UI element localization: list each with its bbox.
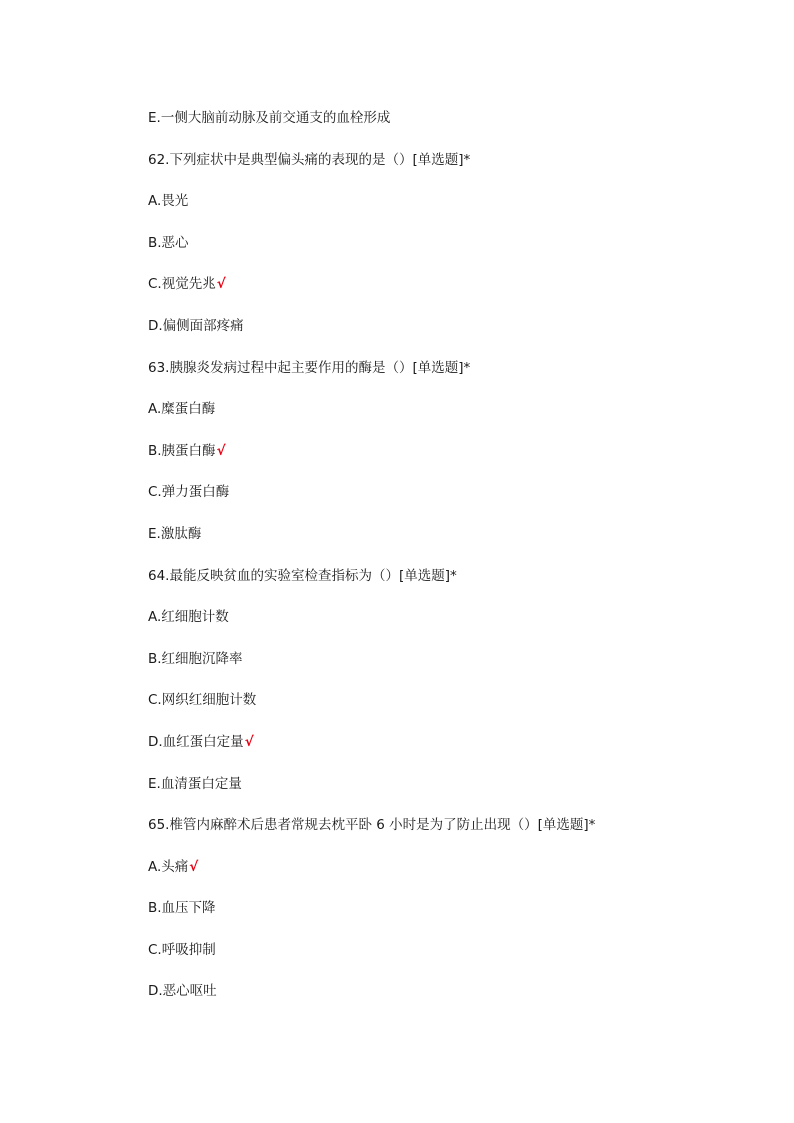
option-label: D.恶心呕吐 xyxy=(148,983,217,1000)
answer-option xyxy=(148,898,748,940)
answer-option xyxy=(148,981,748,1023)
answer-option xyxy=(148,399,748,441)
correct-check-icon: √ xyxy=(216,442,226,459)
option-label: C.呼吸抑制 xyxy=(148,941,216,958)
option-label: E.激肽酶 xyxy=(148,525,202,542)
answer-option xyxy=(148,441,748,483)
option-label: D.偏侧面部疼痛 xyxy=(148,317,244,334)
answer-option xyxy=(148,274,748,316)
option-label: D.血红蛋白定量 xyxy=(148,733,244,750)
option-label: B.恶心 xyxy=(148,234,189,251)
answer-option xyxy=(148,108,748,150)
question-list xyxy=(148,108,748,1023)
option-label: E.血清蛋白定量 xyxy=(148,775,242,792)
answer-option xyxy=(148,732,748,774)
answer-option xyxy=(148,191,748,233)
answer-option xyxy=(148,940,748,982)
answer-option xyxy=(148,482,748,524)
option-label: A.头痛 xyxy=(148,858,189,875)
question-label: 63.胰腺炎发病过程中起主要作用的酶是（）[单选题]* xyxy=(148,359,471,376)
answer-option xyxy=(148,316,748,358)
option-label: A.红细胞计数 xyxy=(148,609,229,626)
question-text xyxy=(148,815,748,857)
question-text xyxy=(148,358,748,400)
answer-option xyxy=(148,690,748,732)
option-label: C.视觉先兆 xyxy=(148,276,216,293)
option-label: A.畏光 xyxy=(148,193,189,210)
correct-check-icon: √ xyxy=(216,276,226,293)
option-label: B.血压下降 xyxy=(148,900,216,917)
option-label: C.弹力蛋白酶 xyxy=(148,484,230,501)
question-text xyxy=(148,150,748,192)
answer-option xyxy=(148,649,748,691)
option-label: A.糜蛋白酶 xyxy=(148,401,216,418)
question-label: 62.下列症状中是典型偏头痛的表现的是（）[单选题]* xyxy=(148,151,471,168)
correct-check-icon: √ xyxy=(189,858,199,875)
question-text xyxy=(148,566,748,608)
option-label: C.网织红细胞计数 xyxy=(148,692,257,709)
answer-option xyxy=(148,774,748,816)
option-label: B.胰蛋白酶 xyxy=(148,442,216,459)
answer-option xyxy=(148,607,748,649)
question-label: 65.椎管内麻醉术后患者常规去枕平卧 6 小时是为了防止出现（）[单选题]* xyxy=(148,817,596,834)
option-label: E.一侧大脑前动脉及前交通支的血栓形成 xyxy=(148,110,391,126)
answer-option xyxy=(148,233,748,275)
answer-option xyxy=(148,857,748,899)
question-label: 64.最能反映贫血的实验室检查指标为（）[单选题]* xyxy=(148,567,457,584)
answer-option xyxy=(148,524,748,566)
option-label: B.红细胞沉降率 xyxy=(148,650,243,667)
correct-check-icon: √ xyxy=(244,733,254,750)
